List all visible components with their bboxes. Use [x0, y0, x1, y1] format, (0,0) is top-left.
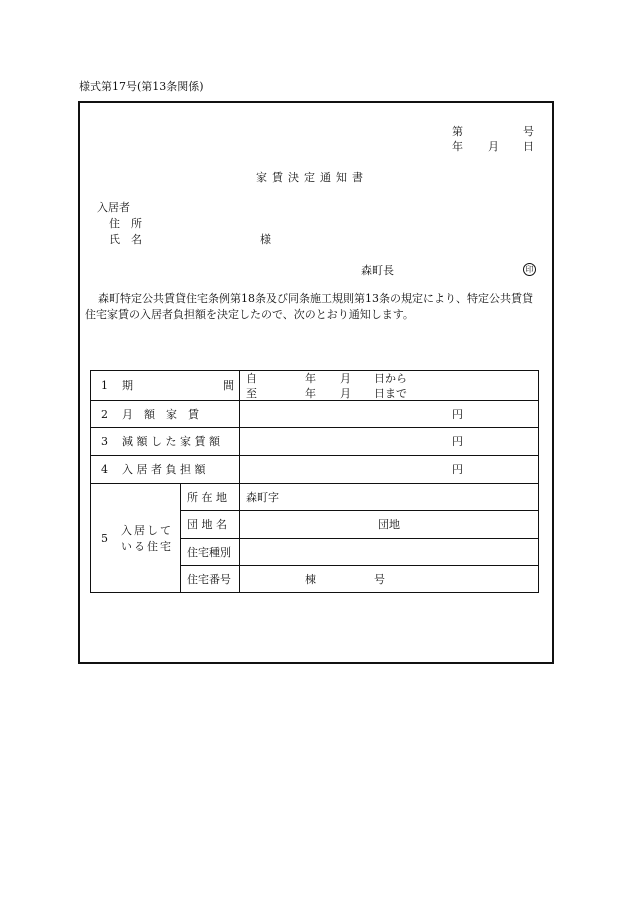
honorific: 様: [260, 233, 271, 246]
row2-number: 2: [101, 408, 108, 421]
row5-label-line2: いる住宅: [121, 540, 173, 553]
row4-label: 入 居 者 負 担 額: [122, 463, 206, 476]
row3-label: 減 額 し た 家 賃 額: [122, 435, 220, 448]
period-from-month: 月: [340, 372, 351, 385]
unit-number-suffix: 号: [374, 573, 385, 586]
complex-suffix: 団地: [378, 518, 400, 531]
body-text-line1: 森町特定公共賃貸住宅条例第18条及び同条施工規則第13条の規定により、特定公共賃貸: [98, 292, 533, 305]
notice-frame: [78, 101, 554, 664]
row-divider: [90, 483, 539, 484]
table-border-bottom: [90, 592, 539, 593]
building-suffix: 棟: [305, 573, 316, 586]
period-to-year: 年: [305, 387, 316, 400]
body-text-line2: 住宅家賃の入居者負担額を決定したので、次のとおり通知します。: [85, 308, 414, 321]
row-divider: [90, 455, 539, 456]
column-divider: [239, 370, 240, 593]
table-border-right: [538, 370, 539, 593]
sub-label-complex: 団 地 名: [187, 518, 227, 531]
address-label: 住 所: [109, 217, 142, 230]
row1-label-b: 間: [223, 379, 234, 392]
period-from-prefix: 自: [246, 372, 257, 385]
date-month: 月: [488, 140, 499, 153]
row2-label: 月 額 家 賃: [122, 408, 199, 421]
table-border-top: [90, 370, 539, 371]
issuer-name: 森町長: [361, 264, 394, 277]
row1-label-a: 期: [122, 379, 133, 392]
location-value: 森町字: [246, 491, 279, 504]
period-to-prefix: 至: [246, 387, 257, 400]
period-from-suffix: 日から: [374, 372, 407, 385]
recipient-heading: 入居者: [97, 201, 130, 214]
row-divider: [180, 565, 539, 566]
period-from-year: 年: [305, 372, 316, 385]
seal-mark: 印: [523, 263, 536, 276]
row3-unit: 円: [452, 435, 463, 448]
row3-number: 3: [101, 435, 108, 448]
number-suffix: 号: [523, 125, 534, 138]
sub-label-housing-number: 住宅番号: [187, 573, 231, 586]
number-prefix: 第: [452, 125, 463, 138]
row2-unit: 円: [452, 408, 463, 421]
row5-number: 5: [101, 532, 108, 545]
name-label: 氏 名: [109, 233, 142, 246]
row4-unit: 円: [452, 463, 463, 476]
sub-label-housing-type: 住宅種別: [187, 546, 231, 559]
row-divider: [90, 400, 539, 401]
date-day: 日: [523, 140, 534, 153]
row1-number: 1: [101, 379, 108, 392]
row-divider: [180, 510, 539, 511]
column-divider: [180, 483, 181, 593]
row-divider: [180, 538, 539, 539]
date-year: 年: [452, 140, 463, 153]
period-to-suffix: 日まで: [374, 387, 407, 400]
row4-number: 4: [101, 463, 108, 476]
document-title: 家賃決定通知書: [256, 171, 368, 184]
row-divider: [90, 427, 539, 428]
form-label: 様式第17号(第13条関係): [79, 80, 204, 93]
period-to-month: 月: [340, 387, 351, 400]
row5-label-line1: 入居して: [121, 524, 173, 537]
sub-label-location: 所 在 地: [187, 491, 227, 504]
table-border-left: [90, 370, 91, 593]
